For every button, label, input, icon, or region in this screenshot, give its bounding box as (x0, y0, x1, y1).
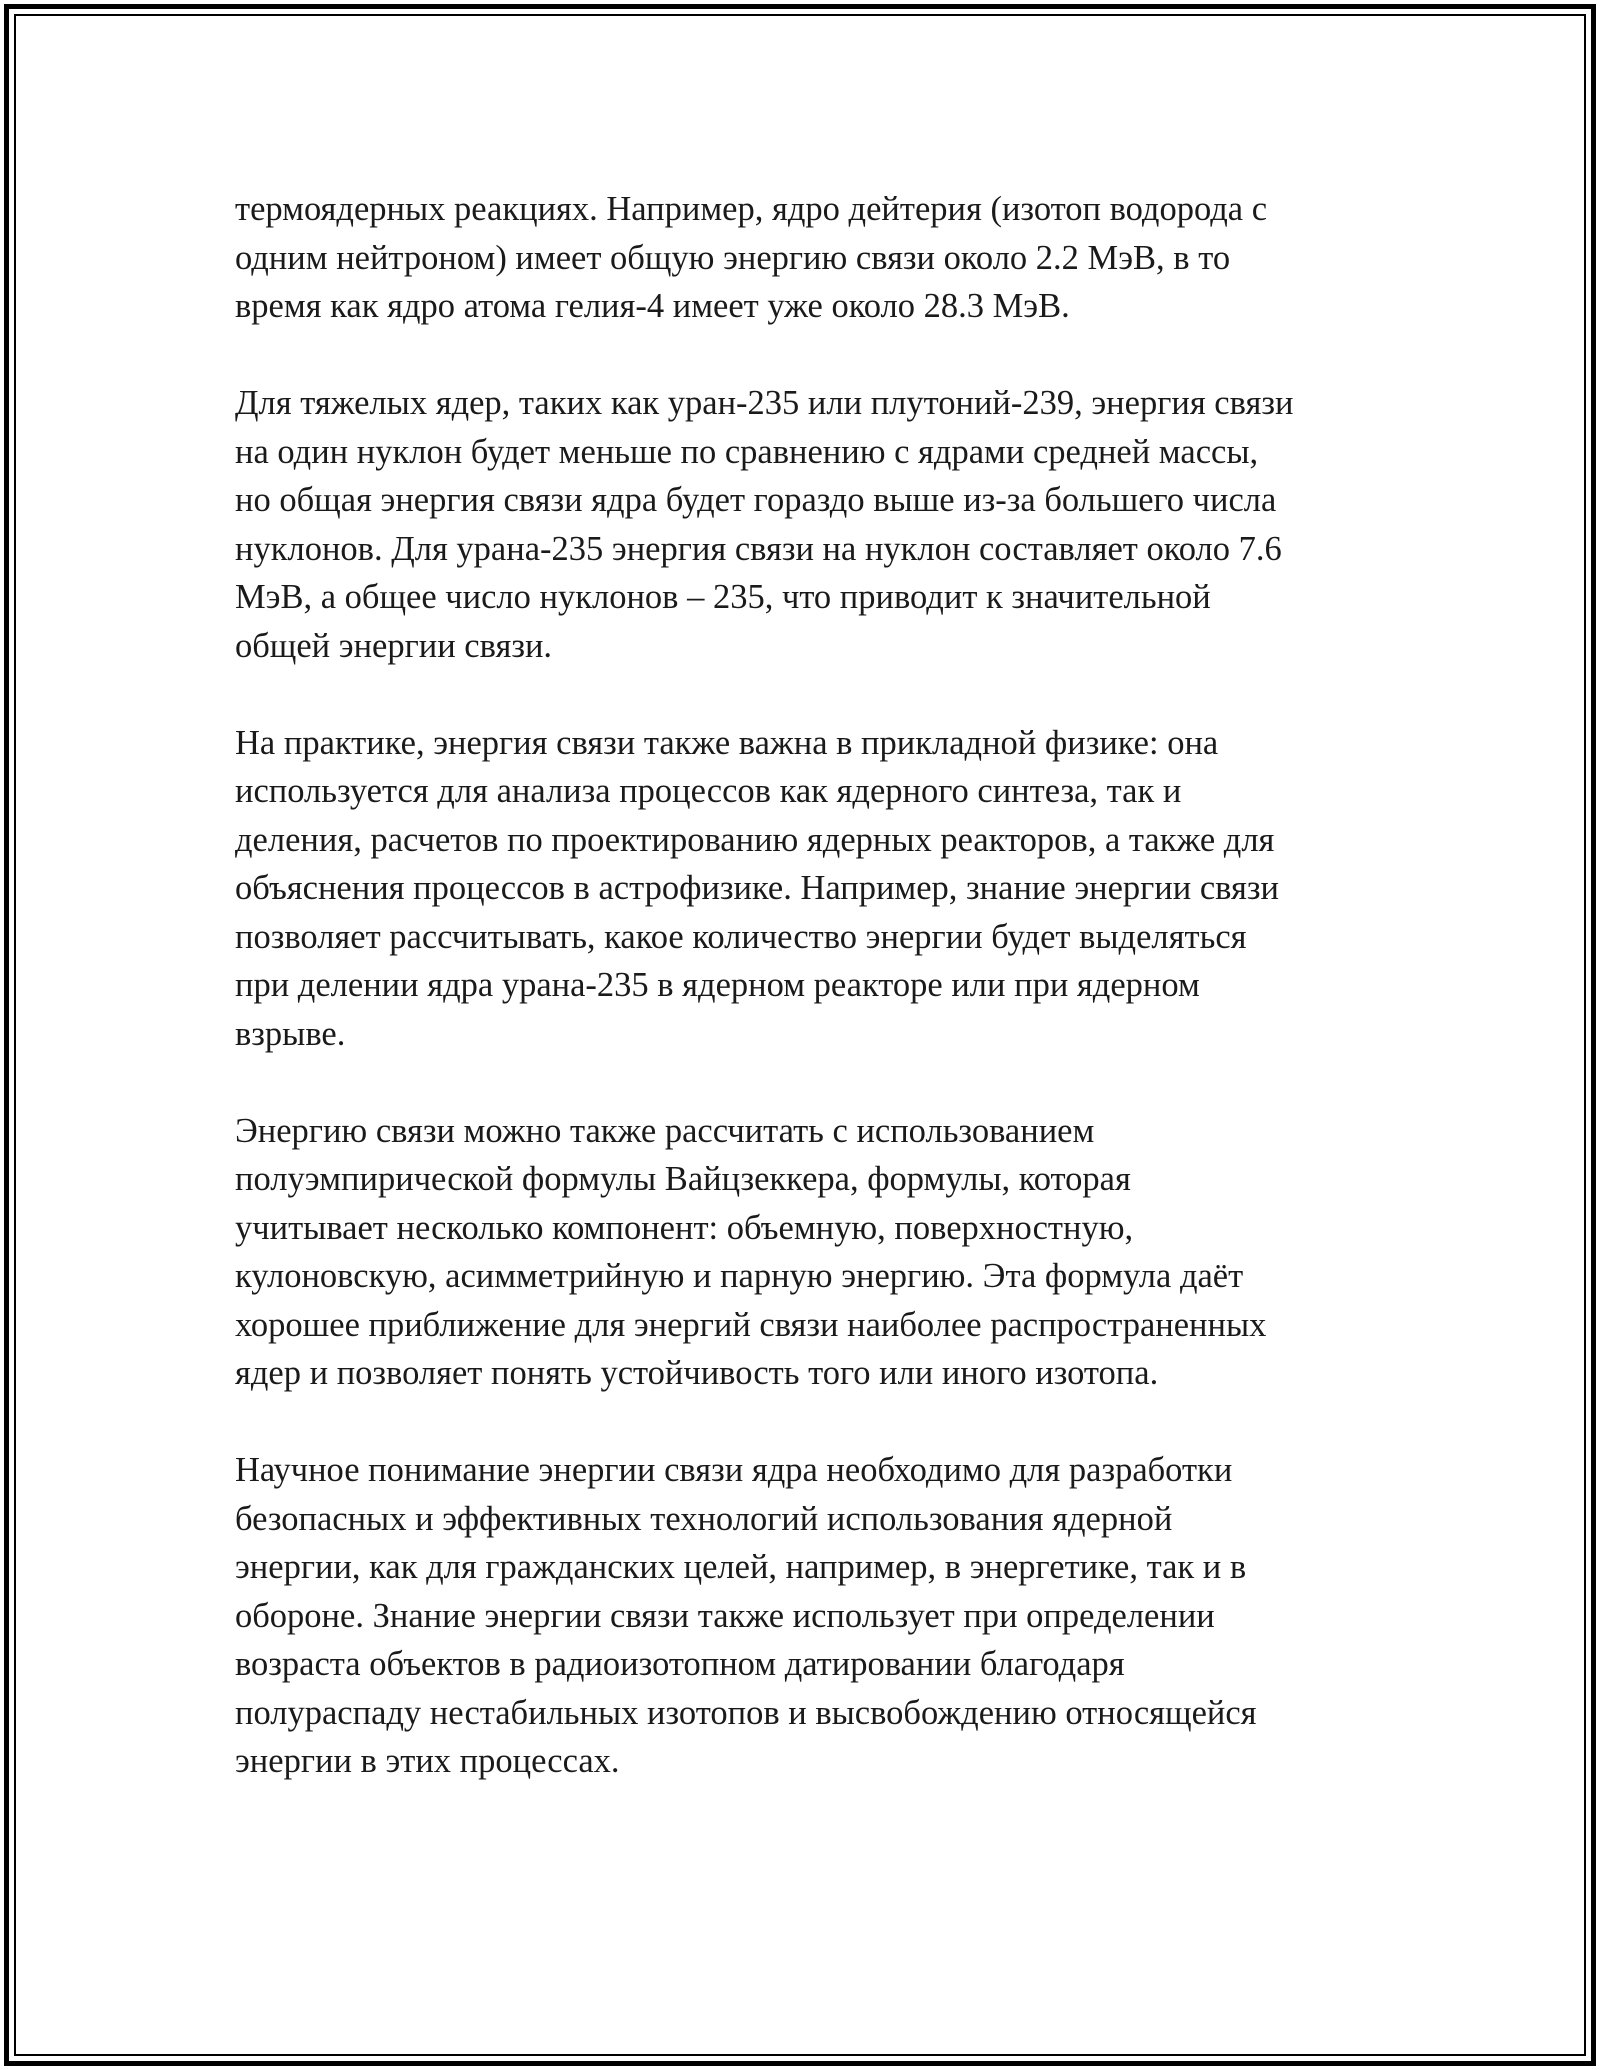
text-line: полуэмпирической формулы Вайцзеккера, формулы, которая (235, 1160, 1131, 1198)
paragraph-3 (235, 719, 1395, 1059)
text-line: при делении ядра урана-235 в ядерном реакторе или при ядерном (235, 966, 1200, 1004)
paragraph-2 (235, 379, 1395, 670)
document-body (235, 185, 1395, 1834)
text-line: время как ядро атома гелия-4 имеет уже около 28.3 МэВ. (235, 287, 1070, 325)
text-line: используется для анализа процессов как ядерного синтеза, так и (235, 772, 1182, 810)
text-line: на один нуклон будет меньше по сравнению с ядрами средней массы, (235, 432, 1259, 471)
text-line: ядер и позволяет понять устойчивость того или иного изотопа. (235, 1354, 1159, 1392)
text-line: одним нейтроном) имеет общую энергию связи около 2.2 МэВ, в то (235, 238, 1231, 277)
text-line: энергии, как для гражданских целей, например, в энергетике, так и в (235, 1548, 1247, 1586)
paragraph-4 (235, 1107, 1395, 1398)
text-line: Для тяжелых ядер, таких как уран-235 или плутоний-239, энергия связи (235, 384, 1294, 422)
text-line: Энергию связи можно также рассчитать с использованием (235, 1111, 1095, 1150)
text-line: полураспаду нестабильных изотопов и высвобождению относящейся (235, 1693, 1257, 1732)
text-line: учитывает несколько компонент: объемную, поверхностную, (235, 1208, 1134, 1247)
text-line: взрыве. (235, 1014, 346, 1053)
text-line: энергии в этих процессах. (235, 1742, 620, 1780)
text-line: позволяет рассчитывать, какое количество энергии будет выделяться (235, 917, 1247, 956)
text-line: обороне. Знание энергии связи также использует при определении (235, 1596, 1215, 1635)
text-line: общей энергии связи. (235, 626, 553, 665)
text-line: возраста объектов в радиоизотопном датировании благодаря (235, 1645, 1125, 1683)
paragraph-1 (235, 185, 1395, 331)
text-line: МэВ, а общее число нуклонов – 235, что приводит к значительной (235, 578, 1211, 616)
text-line: нуклонов. Для урана-235 энергия связи на нуклон составляет около 7.6 (235, 529, 1282, 568)
text-line: На практике, энергия связи также важна в прикладной физике: она (235, 723, 1219, 762)
text-line: деления, расчетов по проектированию ядерных реакторов, а также для (235, 820, 1275, 859)
text-line: объяснения процессов в астрофизике. Например, знание энергии связи (235, 869, 1279, 907)
paragraph-5 (235, 1446, 1395, 1786)
text-line: кулоновскую, асимметрийную и парную энергию. Эта формула даёт (235, 1257, 1244, 1295)
text-line: но общая энергия связи ядра будет гораздо выше из-за большего числа (235, 481, 1277, 519)
text-line: безопасных и эффективных технологий использования ядерной (235, 1499, 1173, 1538)
text-line: термоядерных реакциях. Например, ядро дейтерия (изотоп водорода с (235, 190, 1268, 228)
text-line: Научное понимание энергии связи ядра необходимо для разработки (235, 1451, 1233, 1489)
text-line: хорошее приближение для энергий связи наиболее распространенных (235, 1305, 1267, 1344)
